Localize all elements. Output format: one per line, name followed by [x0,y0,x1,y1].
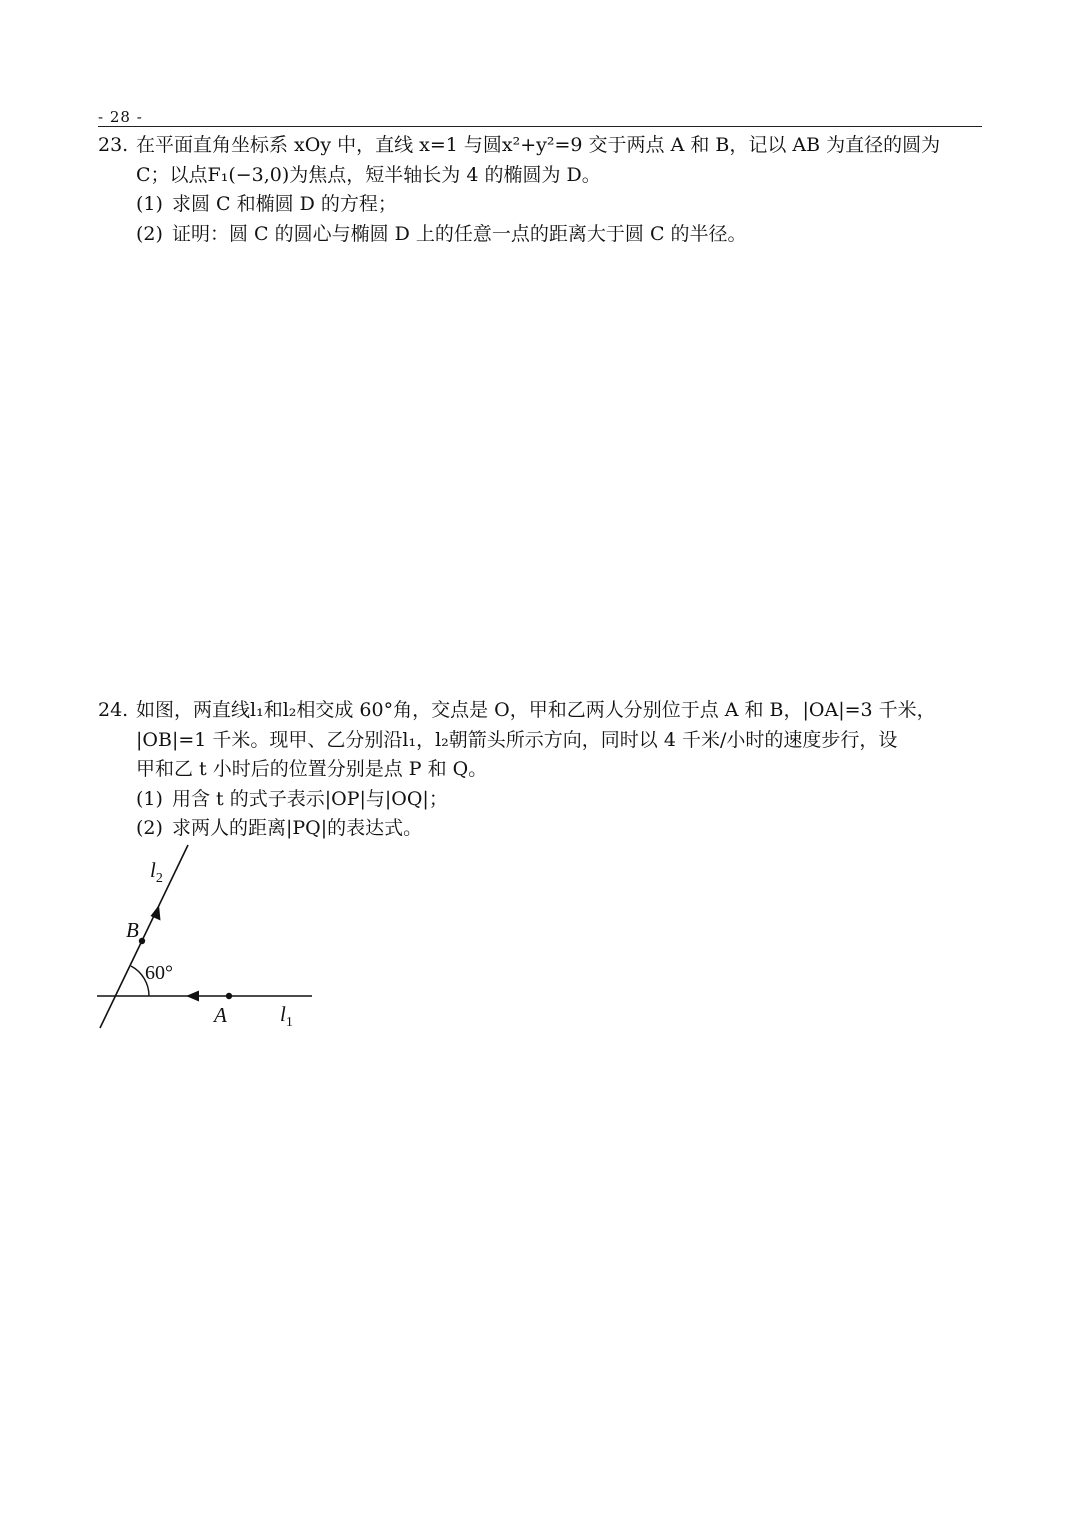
problem-23-part-1-text: 求圆 C 和椭圆 D 的方程； [172,193,397,215]
label-l1: $l_1$ [280,1002,293,1030]
problem-24-part-2-label: (2) [136,817,163,839]
problem-24-part-1-text: 用含 t 的式子表示|OP|与|OQ|； [172,787,448,810]
problem-23-part-2-text: 证明：圆 C 的圆心与椭圆 D 上的任意一点的距离大于圆 C 的半径。 [172,222,747,245]
line-l2 [100,845,188,1028]
point-a [226,993,232,999]
problem-24-part-2-text: 求两人的距离|PQ|的表达式。 [172,817,423,839]
label-b: B [126,918,139,942]
label-a: A [214,1003,227,1027]
problem-23-part-2-label: (2) [136,222,163,245]
label-l2-sub: 2 [155,871,163,886]
label-angle: 60° [145,962,173,984]
point-b [139,938,145,944]
problem-24-text-1: 如图，两直线l₁和l₂相交成 60°角，交点是 O，甲和乙两人分别位于点 A 和 B，|OA|=3 千米， [136,699,936,721]
problem-23-line-2: C；以点F₁(−3,0)为焦点，短半轴长为 4 的椭圆为 D。 [136,163,601,186]
problem-23-number: 23. [98,134,129,156]
problem-24-number: 24. [98,699,129,721]
problem-23-part-1-label: (1) [136,193,163,215]
page-number: - 28 - [98,108,143,126]
problem-24-line-2: |OB|=1 千米。现甲、乙分别沿l₁，l₂朝箭头所示方向，同时以 4 千米/小时的速度步行，设 [136,728,898,751]
label-l1-sub: 1 [285,1015,293,1030]
problem-23-text-1: 在平面直角坐标系 xOy 中，直线 x=1 与圆x²+y²=9 交于两点 A 和 B，记以 AB 为直径的圆为 [136,134,941,156]
problem-24-part-1-label: (1) [136,787,163,810]
problem-24-line-3: 甲和乙 t 小时后的位置分别是点 P 和 Q。 [136,758,488,780]
arrow-l1 [186,991,199,1002]
label-l2: $l_2$ [150,858,163,886]
